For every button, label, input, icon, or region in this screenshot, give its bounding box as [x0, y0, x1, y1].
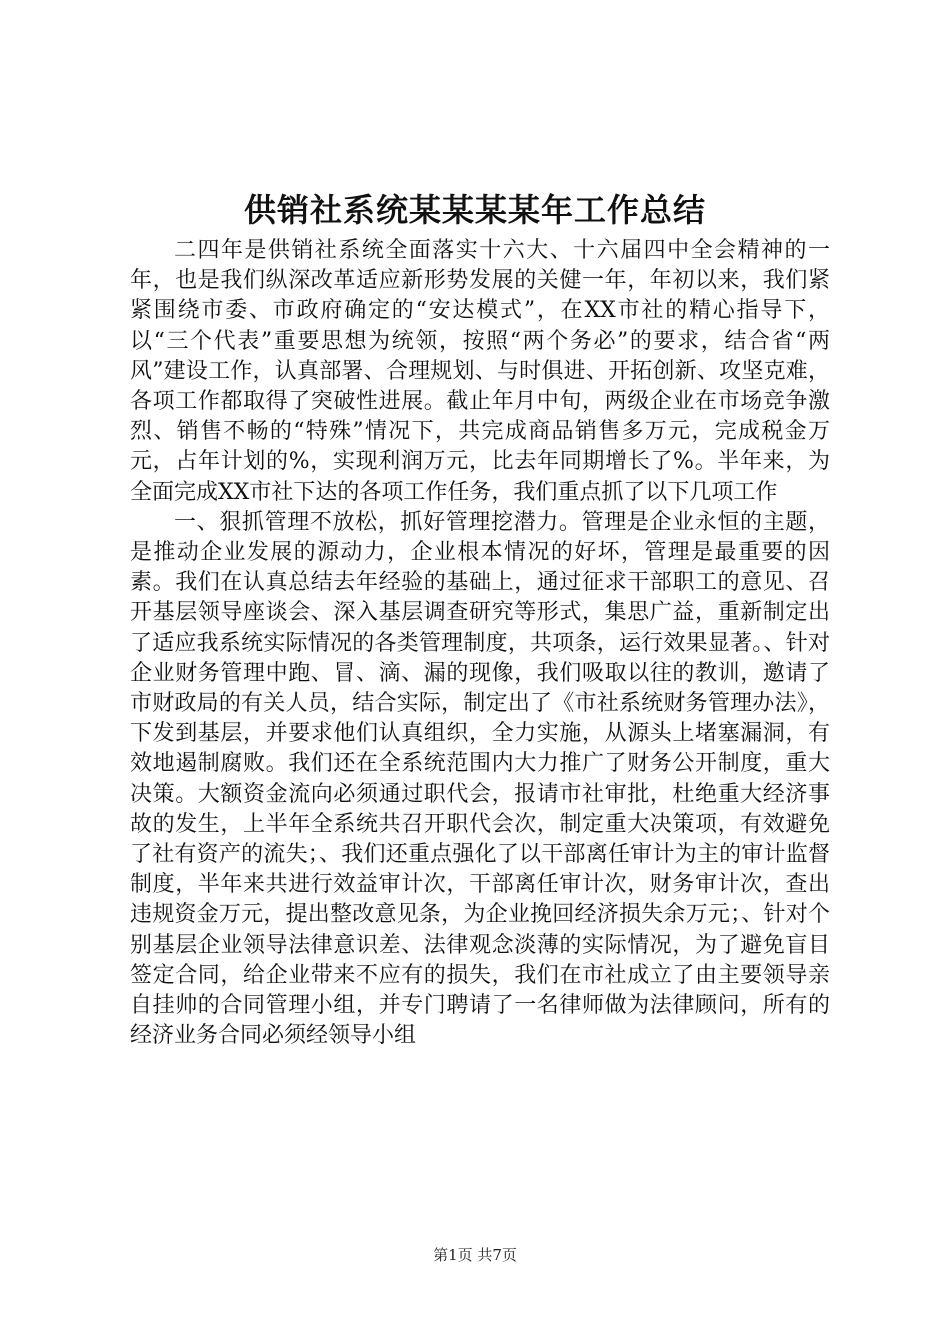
- document-title: 供销社系统某某某某年工作总结: [243, 191, 706, 229]
- document-body: [130, 236, 830, 1051]
- paragraph-intro: 二四年是供销社系统全面落实十六大、十六届四中全会精神的一年，也是我们纵深改革适应新形势发展的关健一年，年初以来，我们紧紧围绕市委、市政府确定的“安达模式”，在XX市社的精心指导下，以“三个代表”重要思想为统领，按照“两个务必”的要求，结合省“两风”建设工作，认真部署、合理规划、与时俱进、开拓创新、攻坚克难，各项工作都取得了突破性进展。截止年月中旬，两级企业在市场竞争激烈、销售不畅的“特殊”情况下，共完成商品销售多万元，完成税金万元，占年计划的%，实现利润万元，比去年同期增长了%。半年来，为全面完成XX市社下达的各项工作任务，我们重点抓了以下几项工作: [130, 238, 830, 505]
- paragraph-management: 一、狠抓管理不放松，抓好管理挖潜力。管理是企业永恒的主题，是推动企业发展的源动力，企业根本情况的好坏，管理是最重要的因素。我们在认真总结去年经验的基础上，通过征求干部职工的意见、召开基层领导座谈会、深入基层调查研究等形式，集思广益，重新制定出了适应我系统实际情况的各类管理制度，共项条，运行效果显著。、针对企业财务管理中跑、冒、滴、漏的现像，我们吸取以往的教训，邀请了市财政局的有关人员，结合实际，制定出了《市社系统财务管理办法》，下发到基层，并要求他们认真组织，全力实施，从源头上堵塞漏洞，有效地遏制腐败。我们还在全系统范围内大力推广了财务公开制度，重大决策。大额资金流向必须通过职代会，报请市社审批，杜绝重大经济事故的发生，上半年全系统共召开职代会次，制定重大决策项，有效避免了社有资产的流失；、我们还重点强化了以干部离任审计为主的审计监督制度，半年来共进行效益审计次，干部离任审计次，财务审计次，查出违规资金万元，提出整改意见条，为企业挽回经济损失余万元；、针对个别基层企业领导法律意识差、法律观念淡薄的实际情况，为了避免盲目签定合同，给企业带来不应有的损失，我们在市社成立了由主要领导亲自挂帅的合同管理小组，并专门聘请了一名律师做为法律顾问，所有的经济业务合同必须经领导小组: [130, 509, 830, 1049]
- page-footer: 第1页 共7页: [433, 1246, 517, 1264]
